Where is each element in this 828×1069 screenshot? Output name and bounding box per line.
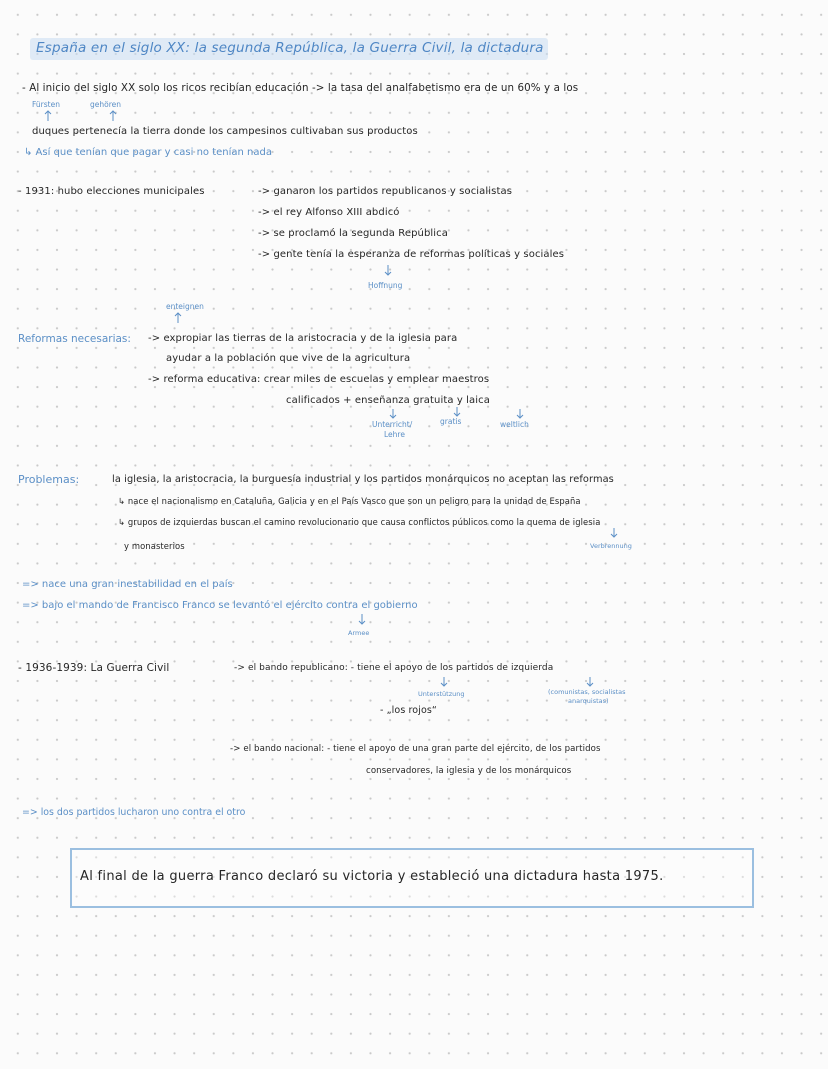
reformas-line-2: ayudar a la población que vive de la agricultura bbox=[166, 353, 411, 364]
gloss-lehre: Lehre bbox=[384, 430, 405, 439]
gloss-arrow-icon bbox=[44, 110, 52, 122]
consequence-line-1: => nace una gran inestabilidad en el país bbox=[22, 579, 233, 590]
reformas-line-4: calificados + enseñanza gratuita y laica bbox=[286, 395, 490, 406]
bando-nacional-1: -> el bando nacional: - tiene el apoyo de una gran parte del ejército, de los partidos bbox=[230, 744, 601, 754]
elections-item: -> ganaron los partidos republicanos y socialistas bbox=[258, 186, 513, 197]
gloss-arrow-icon bbox=[453, 406, 461, 417]
conclusion-text: Al final de la guerra Franco declaró su victoria y estableció una dictadura hasta 1975. bbox=[80, 869, 664, 884]
gloss-unterstuetzung: Unterstützung bbox=[418, 690, 465, 698]
reformas-line-3: -> reforma educativa: crear miles de escuelas y emplear maestros bbox=[148, 374, 490, 385]
problemas-label: Problemas: bbox=[18, 473, 80, 486]
intro-line-1: - Al inicio del siglo XX solo los ricos recibían educación -> la tasa del analfabetismo era de un 60% y a los bbox=[22, 82, 579, 94]
problemas-line-3: ↳ grupos de izquierdas buscan el camino revolucionario que causa conflictos públicos como la quema de iglesia bbox=[118, 517, 601, 527]
reformas-label: Reformas necesarias: bbox=[18, 333, 131, 345]
gloss-comunistas: (comunistas, socialistas bbox=[548, 688, 626, 696]
gloss-arrow-icon bbox=[586, 676, 594, 687]
gloss-unterricht: Unterricht/ bbox=[372, 420, 413, 429]
gloss-gehoeren: gehören bbox=[90, 100, 122, 109]
problemas-line-1: la iglesia, la aristocracia, la burguesía industrial y los partidos monárquicos no aceptan las reformas bbox=[112, 474, 614, 485]
consequence-line-2: => bajo el mando de Francisco Franco se levantó el ejército contra el gobierno bbox=[22, 600, 418, 611]
page-title: España en el siglo XX: la segunda República, la Guerra Civil, la dictadura bbox=[36, 40, 544, 56]
gloss-enteignen: enteignen bbox=[166, 302, 204, 311]
gloss-arrow-icon bbox=[610, 527, 618, 538]
elections-lead: - 1931: hubo elecciones municipales bbox=[18, 186, 205, 197]
intro-line-3: ↳ Así que tenían que pagar y casi no tenían nada bbox=[24, 147, 272, 158]
gloss-anarquistas: anarquistas) bbox=[568, 697, 609, 705]
gloss-armee: Armee bbox=[348, 629, 370, 637]
conclusion-box bbox=[70, 848, 754, 908]
bando-nacional-2: conservadores, la iglesia y de los monárquicos bbox=[366, 766, 572, 776]
bando-republicano: -> el bando republicano: - tiene el apoyo de los partidos de izquierda bbox=[234, 663, 554, 673]
reformas-line-1: -> expropiar las tierras de la aristocracia y de la iglesia para bbox=[148, 333, 458, 344]
problemas-line-2: ↳ nace el nacionalismo en Cataluña, Galicia y en el País Vasco que son un peligro para la unidad de España bbox=[118, 496, 581, 506]
gloss-arrow-icon bbox=[440, 676, 448, 687]
los-rojos: - „los rojos“ bbox=[380, 705, 437, 716]
gloss-arrow-icon bbox=[516, 408, 524, 419]
gloss-arrow-icon bbox=[174, 312, 182, 324]
elections-item: -> se proclamó la segunda República bbox=[258, 228, 448, 239]
intro-line-2: duques pertenecía la tierra donde los campesinos cultivaban sus productos bbox=[32, 126, 418, 137]
gloss-gratis: gratis bbox=[440, 417, 462, 426]
gloss-verbrennung: Verbrennung bbox=[590, 542, 632, 550]
elections-item: -> el rey Alfonso XIII abdicó bbox=[258, 207, 400, 218]
gloss-arrow-icon bbox=[358, 613, 366, 625]
elections-item: -> gente tenía la esperanza de reformas políticas y sociales bbox=[258, 249, 565, 260]
gloss-fuersten: Fürsten bbox=[32, 100, 60, 109]
gloss-hoffnung: Hoffnung bbox=[368, 281, 403, 290]
gloss-arrow-icon bbox=[109, 110, 117, 122]
lucha-line: => los dos partidos lucharon uno contra el otro bbox=[22, 807, 246, 818]
gloss-arrow-icon bbox=[384, 264, 392, 276]
gloss-arrow-icon bbox=[389, 408, 397, 419]
gloss-weltlich: weltlich bbox=[500, 420, 529, 429]
guerra-lead: - 1936-1939: La Guerra Civil bbox=[18, 662, 170, 674]
problemas-line-4: y monasterios bbox=[124, 541, 185, 551]
